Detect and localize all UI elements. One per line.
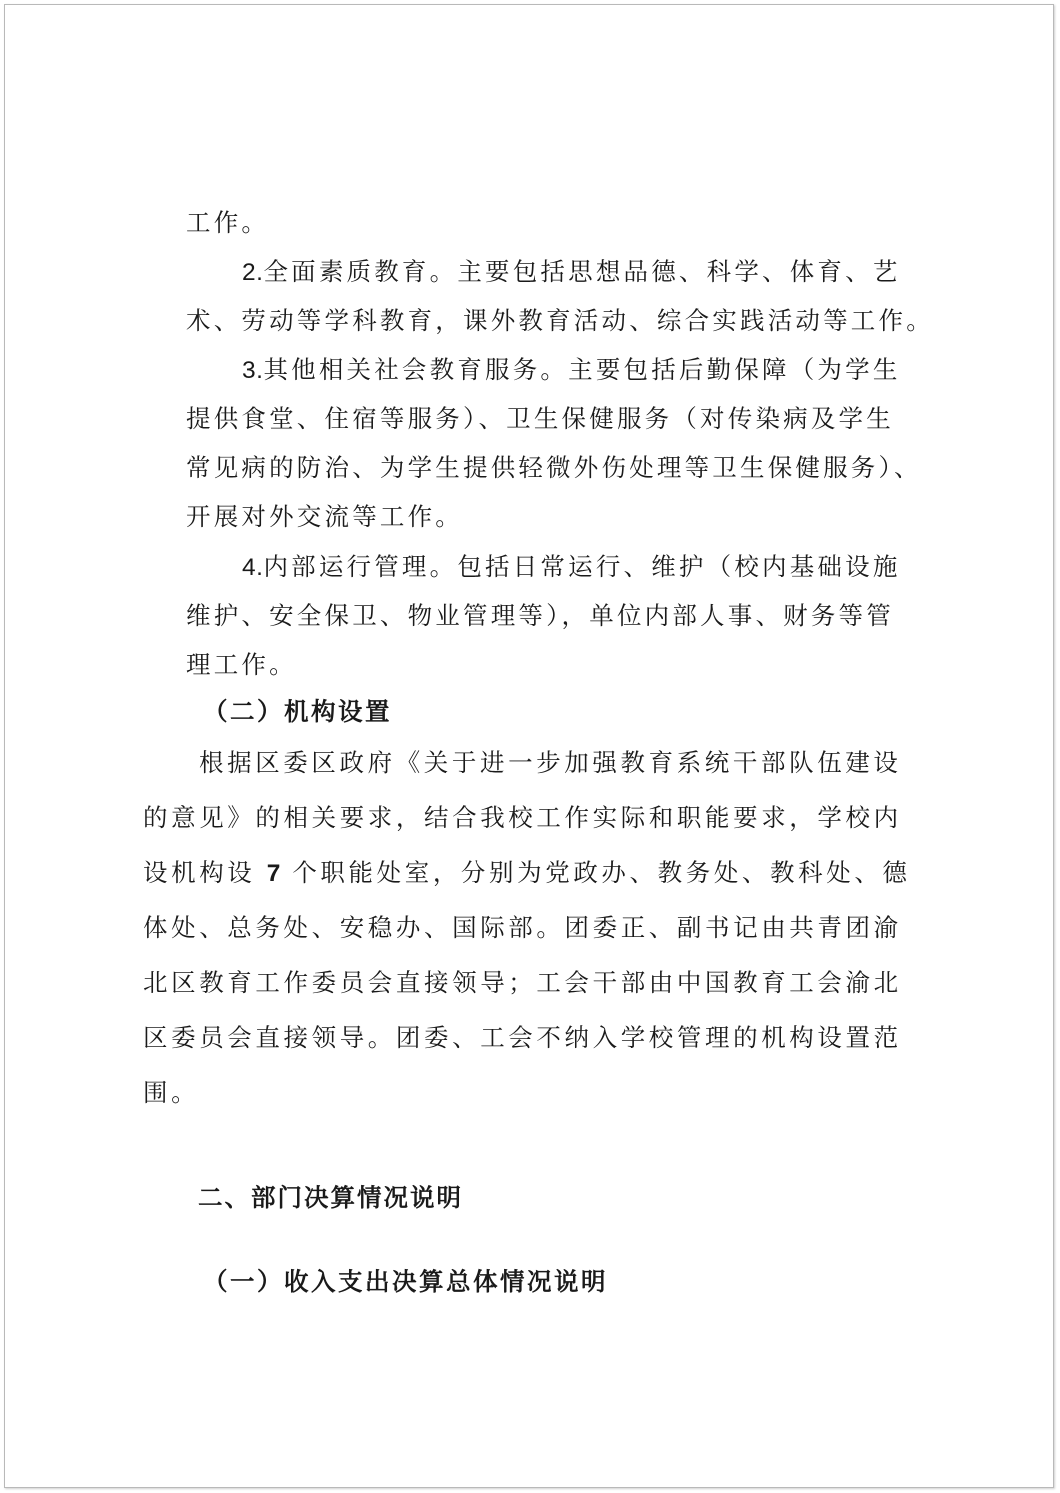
item-text: 其他相关社会教育服务。主要包括后勤保障（为学生: [263, 355, 901, 384]
section-2-heading: 二、部门决算情况说明: [198, 1183, 463, 1212]
item-3-paragraph: [186, 345, 922, 541]
text-line: 理工作。: [186, 650, 297, 679]
item-number: 3.: [242, 357, 264, 384]
item-text: 内部运行管理。包括日常运行、维护（校内基础设施: [263, 552, 901, 581]
item-number: 2.: [242, 259, 264, 286]
text-line: 体处、总务处、安稳办、国际部。团委正、副书记由共青团渝: [143, 913, 902, 942]
text-line: 区委员会直接领导。团委、工会不纳入学校管理的机构设置范: [143, 1023, 902, 1052]
text-line: 的意见》的相关要求，结合我校工作实际和职能要求，学校内: [143, 803, 902, 832]
text-fragment: 设机构设: [143, 858, 267, 887]
text-line: 常见病的防治、为学生提供轻微外伤处理等卫生保健服务）、: [186, 453, 922, 482]
item-2-paragraph: [186, 247, 934, 345]
org-setup-heading: （二）机构设置: [203, 697, 392, 726]
text-line: [186, 542, 901, 591]
text-line: 维护、安全保卫、物业管理等），单位内部人事、财务等管: [186, 601, 894, 630]
office-count: 7: [266, 860, 281, 887]
text-line: 术、劳动等学科教育，课外教育活动、综合实践活动等工作。: [186, 306, 934, 335]
text-line: 北区教育工作委员会直接领导；工会干部由中国教育工会渝北: [143, 968, 902, 997]
text-line: 提供食堂、住宿等服务）、卫生保健服务（对传染病及学生: [186, 404, 894, 433]
text-fragment: 个职能处室，分别为党政办、教务处、教科处、德: [280, 858, 911, 887]
item-number: 4.: [242, 554, 264, 581]
item-text: 全面素质教育。主要包括思想品德、科学、体育、艺: [263, 257, 901, 286]
subsection-1-heading: （一）收入支出决算总体情况说明: [203, 1267, 608, 1296]
text-line: 根据区委区政府《关于进一步加强教育系统干部队伍建设: [199, 748, 902, 777]
org-setup-paragraph: [143, 735, 911, 1120]
text-line: [186, 247, 934, 296]
text-line: [186, 345, 922, 394]
item-4-paragraph: [186, 542, 901, 689]
intro-paragraph-tail: [186, 198, 269, 247]
text-line: 开展对外交流等工作。: [186, 502, 463, 531]
text-line: 工作。: [186, 208, 270, 237]
text-line: 围。: [143, 1078, 200, 1107]
text-line: [143, 845, 911, 900]
